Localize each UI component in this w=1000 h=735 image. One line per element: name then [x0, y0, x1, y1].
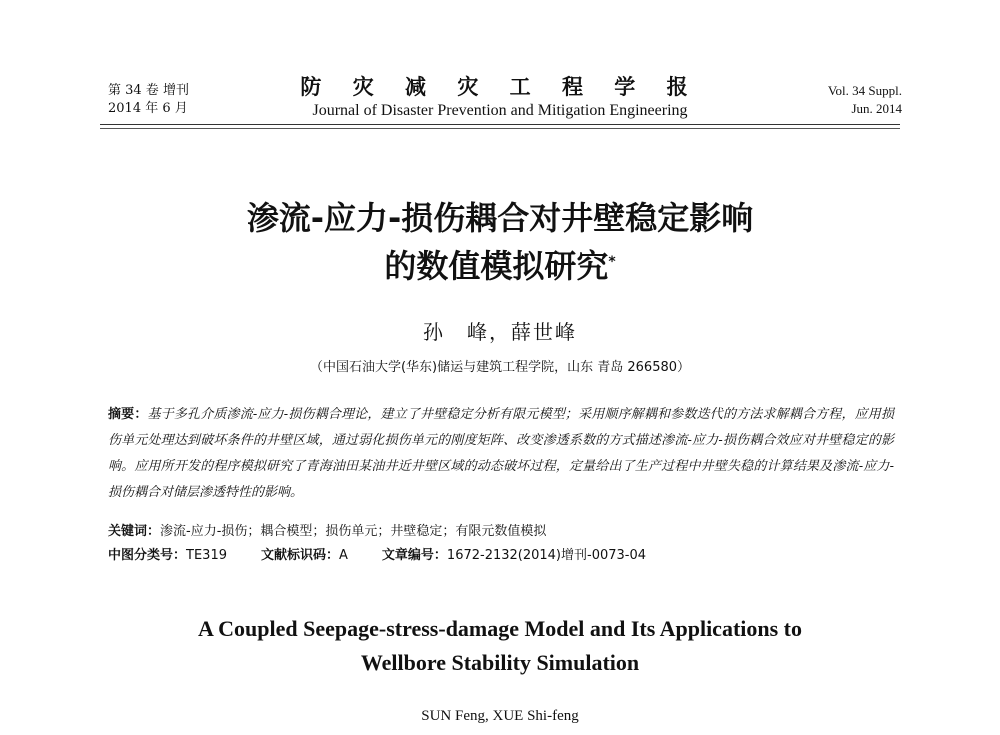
articleno-label: 文章编号：: [381, 548, 447, 563]
doccode-label: 文献标识码：: [260, 548, 339, 563]
affiliation-cn: （中国石油大学(华东)储运与建筑工程学院，山东 青岛 266580）: [309, 360, 691, 375]
journal-name-cn: 防 灾 减 灾 工 程 学 报: [300, 74, 700, 99]
title-en-line-1: A Coupled Seepage-stress-damage Model and Its Applications to: [197, 616, 803, 641]
keywords-text: 渗流-应力-损伤；耦合模型；损伤单元；井壁稳定；有限元数值模拟: [160, 524, 547, 539]
title-line-1: 渗流-应力-损伤耦合对井壁稳定影响: [246, 199, 754, 237]
keywords-label: 关键词：: [108, 524, 161, 539]
clc-value: TE319: [186, 548, 227, 563]
paper-title-cn: [150, 194, 850, 290]
issue-info-en: [828, 82, 902, 118]
abstract-text: 基于多孔介质渗流-应力-损伤耦合理论，建立了井壁稳定分析有限元模型；采用顺序解耦和参数迭代的方法求解耦合方程，应用损伤单元处理达到破坏条件的井壁区域，通过弱化损伤单元的刚度矩阵、改变渗透系数的方式描述渗流-应力-损伤耦合效应对井壁稳定的影响。应用所开发的程序模拟研究了青海油田某油井近井壁区域的动态破坏过程，定量给出了生产过程中井壁失稳的计算结果及渗流-应力-损伤耦合对储层渗透特性的影响。: [108, 407, 894, 500]
abstract-cn: [108, 402, 894, 506]
paper-title-en: [120, 612, 880, 680]
volume-en: Vol. 34 Suppl.: [827, 83, 902, 98]
keywords-cn: [108, 520, 546, 539]
journal-masthead: [230, 74, 770, 122]
issue-info-cn: [108, 82, 189, 118]
title-line-2-text: 的数值模拟研究: [384, 247, 609, 285]
clc-label: 中图分类号：: [108, 548, 187, 563]
title-line-2: [150, 242, 850, 290]
doccode-value: A: [339, 548, 348, 563]
date-en: Jun. 2014: [851, 101, 902, 116]
header-rule-bottom: [100, 128, 900, 129]
journal-name-en: Journal of Disaster Prevention and Mitigation Engineering: [312, 102, 688, 119]
volume-cn: 第 34 卷 增刊: [108, 83, 189, 98]
abstract-label: 摘要：: [108, 407, 148, 422]
title-en-line-2: Wellbore Stability Simulation: [360, 650, 640, 675]
date-cn: 2014 年 6 月: [108, 101, 188, 116]
title-footnote-mark: *: [608, 254, 616, 270]
classification-line: [108, 544, 646, 563]
authors-en: SUN Feng, XUE Shi-feng: [421, 708, 579, 724]
authors-cn: 孙 峰，薛世峰: [423, 320, 577, 344]
articleno-value: 1672-2132(2014)增刊-0073-04: [446, 548, 647, 563]
header-rule-top: [100, 124, 900, 125]
